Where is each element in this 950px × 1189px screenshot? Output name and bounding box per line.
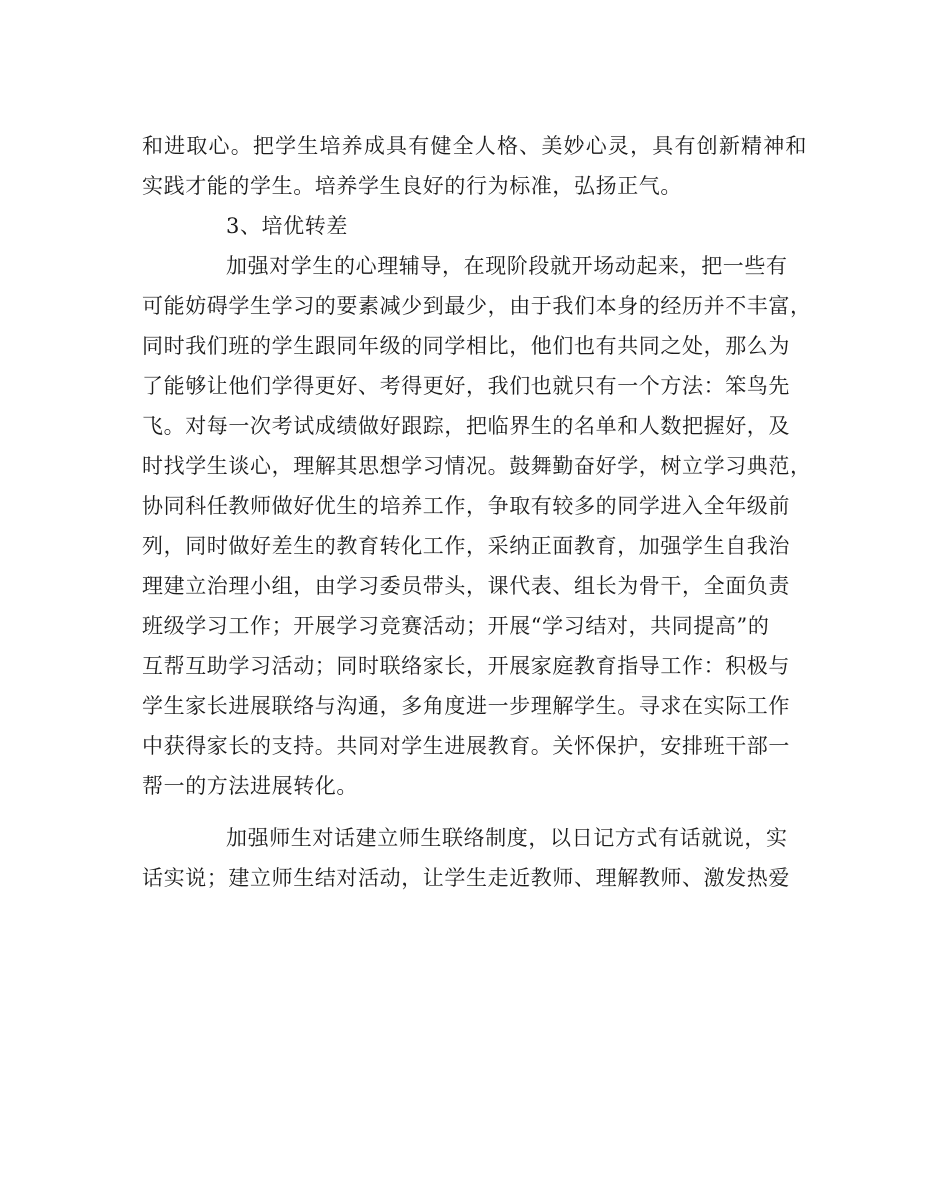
paragraph-gap xyxy=(142,806,807,818)
section-heading: 3、培优转差 xyxy=(226,214,348,238)
document-body xyxy=(142,126,812,898)
paragraph-line: 帮一的方法进展转化。 xyxy=(142,774,358,798)
paragraph-line: 班级学习工作；开展学习竞赛活动；开展“学习结对，共同提高”的 xyxy=(142,614,770,638)
paragraph-line: 加强对学生的心理辅导，在现阶段就开场动起来，把一些有 xyxy=(226,254,788,278)
paragraph-line: 中获得家长的支持。共同对学生进展教育。关怀保护，安排班干部一 xyxy=(142,734,790,758)
paragraph-line: 可能妨碍学生学习的要素减少到最少，由于我们本身的经历并不丰富， xyxy=(142,294,812,318)
paragraph-line: 和进取心。把学生培养成具有健全人格、美妙心灵，具有创新精神和 xyxy=(142,134,807,158)
paragraph-line: 互帮互助学习活动；同时联络家长，开展家庭教育指导工作：积极与 xyxy=(142,654,790,678)
paragraph-line: 了能够让他们学得更好、考得更好，我们也就只有一个方法：笨鸟先 xyxy=(142,374,790,398)
paragraph-line: 加强师生对话建立师生联络制度，以日记方式有话就说，实 xyxy=(226,826,788,850)
paragraph-line: 飞。对每一次考试成绩做好跟踪，把临界生的名单和人数把握好，及 xyxy=(142,414,790,438)
paragraph-line: 理建立治理小组，由学习委员带头，课代表、组长为骨干，全面负责 xyxy=(142,574,790,598)
paragraph-line: 学生家长进展联络与沟通，多角度进一步理解学生。寻求在实际工作 xyxy=(142,694,790,718)
paragraph-line: 时找学生谈心，理解其思想学习情况。鼓舞勤奋好学，树立学习典范， xyxy=(142,454,812,478)
paragraph-line: 列，同时做好差生的教育转化工作，采纳正面教育，加强学生自我治 xyxy=(142,534,790,558)
paragraph-line: 话实说；建立师生结对活动，让学生走近教师、理解教师、激发热爱 xyxy=(142,866,790,890)
paragraph-line: 同时我们班的学生跟同年级的同学相比，他们也有共同之处，那么为 xyxy=(142,334,790,358)
paragraph-line: 实践才能的学生。培养学生良好的行为标准，弘扬正气。 xyxy=(142,174,682,198)
paragraph-line: 协同科任教师做好优生的培养工作，争取有较多的同学进入全年级前 xyxy=(142,494,790,518)
